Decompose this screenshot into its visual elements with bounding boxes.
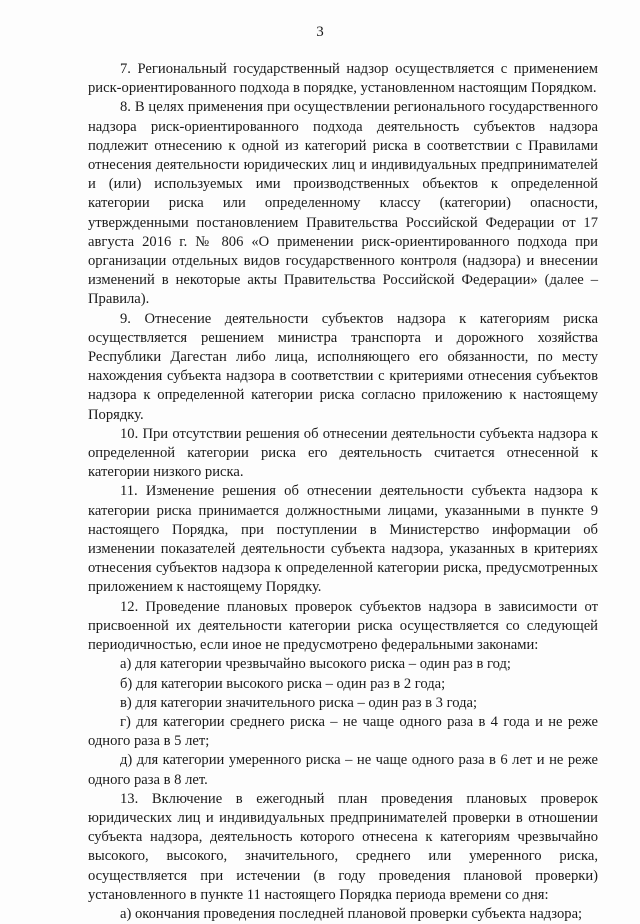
paragraph-13: 13. Включение в ежегодный план проведения плановых проверок юридических лиц и индивидуальных предпринимателей проверки в отношении субъекта надзора, деятельность которого отнесена к категориям чрезвычайно высокого, высокого, значительного, среднего или умеренного риска, осуществляется при истечении (в году проведения плановой проверки) установленного в пункте 11 настоящего Порядка периода времени со дня: xyxy=(88,790,598,903)
paragraph-8: 8. В целях применения при осуществлении регионального государственного надзора риск-ориентированного подхода деятельность субъектов надзора подлежит отнесению к одной из категорий риска в соответствии с Правилами отнесения деятельности юридических лиц и индивидуальных предпринимателей и (или) используемых ими производственных объектов к определенной категории риска или определенному классу (категории) опасности, утвержденными постановлением Правительства Российской Федерации от 17 августа 2016 г. № 806 «О применении риск-ориентированного подхода при организации отдельных видов государственного контроля (надзора) и внесении изменений в некоторые акты Правительства Российской Федерации» (далее – Правила). xyxy=(88,99,598,308)
paragraph-7: 7. Региональный государственный надзор осуществляется с применением риск-ориентированного подхода в порядке, установленном настоящим Порядком. xyxy=(88,61,598,97)
document-body xyxy=(88,60,598,924)
list-item-12b: б) для категории высокого риска – один раз в 2 года; xyxy=(120,675,446,692)
list-item-12d: г) для категории среднего риска – не чаще одного раза в 4 года и не реже одного раза в 5 лет; xyxy=(88,713,598,750)
paragraph-12: 12. Проведение плановых проверок субъектов надзора в зависимости от присвоенной их деятельности категории риска осуществляется со следующей периодичностью, если иное не предусмотрено федеральными законами: xyxy=(88,598,598,654)
paragraph-11: 11. Изменение решения об отнесении деятельности субъекта надзора к категории риска принимается должностными лицами, указанными в пункте 9 настоящего Порядка, при поступлении в Министерство информации об изменении показателей деятельности субъекта надзора, указанных в критериях отнесения субъектов надзора к определенной категории риска, предусмотренных приложением к настоящему Порядку. xyxy=(88,483,598,596)
paragraph-10: 10. При отсутствии решения об отнесении деятельности субъекта надзора к определенной категории риска его деятельность считается отнесенной к категории низкого риска. xyxy=(88,425,598,481)
list-item-12c: в) для категории значительного риска – один раз в 3 года; xyxy=(120,694,478,711)
list-item-12a: а) для категории чрезвычайно высокого риска – один раз в год; xyxy=(120,656,511,673)
page-number: 3 xyxy=(316,24,324,40)
list-item-13a: а) окончания проведения последней плановой проверки субъекта надзора; xyxy=(120,905,583,922)
paragraph-9: 9. Отнесение деятельности субъектов надзора к категориям риска осуществляется решением министра транспорта и дорожного хозяйства Республики Дагестан либо лица, исполняющего его обязанности, по месту нахождения субъекта надзора в соответствии с критериями отнесения субъектов надзора к определенной категории риска согласно приложению к настоящему Порядку. xyxy=(88,310,598,423)
list-item-12e: д) для категории умеренного риска – не чаще одного раза в 6 лет и не реже одного раза в 8 лет. xyxy=(88,752,598,788)
